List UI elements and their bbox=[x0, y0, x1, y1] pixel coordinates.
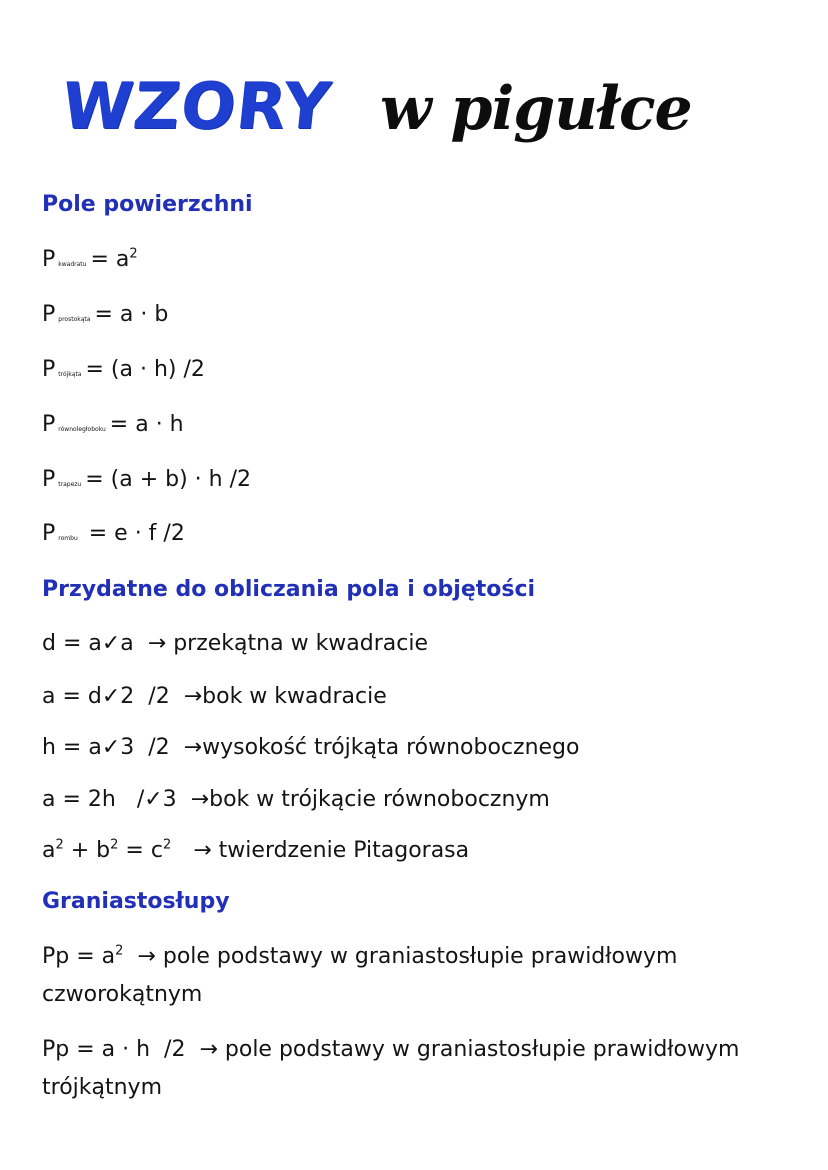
title-main: WZORY bbox=[58, 70, 335, 144]
formula-expression: = e · f /2 bbox=[81, 521, 185, 546]
arrow-icon: → bbox=[193, 838, 212, 863]
formula-superscript: 2 bbox=[115, 943, 124, 959]
formula-rhombus bbox=[42, 523, 185, 545]
prism-description: pole podstawy w graniastosłupie prawidłowym bbox=[224, 1037, 740, 1062]
formula-superscript: 2 bbox=[129, 246, 138, 262]
formula-symbol: P bbox=[42, 412, 56, 437]
useful-description: przekątna w kwadracie bbox=[173, 631, 429, 656]
title-script: w pigułce bbox=[380, 74, 692, 144]
useful-formula: h = a✓3 /2 bbox=[42, 735, 170, 760]
prism-square-base bbox=[42, 938, 782, 1014]
useful-formula: a = d✓2 /2 bbox=[42, 684, 170, 709]
formula-triangle bbox=[42, 359, 205, 381]
formula-symbol: P bbox=[42, 467, 56, 492]
section-heading-prisms: Graniastosłupy bbox=[42, 889, 230, 914]
formula-subscript: trapezu bbox=[58, 481, 82, 488]
useful-diagonal bbox=[42, 633, 428, 655]
useful-description: bok w trójkącie równobocznym bbox=[209, 787, 550, 812]
useful-formula: + b bbox=[63, 838, 111, 863]
prism-description-continued: trójkątnym bbox=[42, 1075, 163, 1100]
useful-formula: d = a✓a bbox=[42, 631, 134, 656]
formula-subscript: trójkąta bbox=[58, 371, 82, 378]
formula-expression: = (a + b) · h /2 bbox=[85, 467, 252, 492]
formula-subscript: rombu bbox=[58, 535, 78, 542]
formula-rectangle bbox=[42, 304, 168, 326]
prism-line-1 bbox=[42, 1031, 782, 1069]
formula-expression: = a · b bbox=[94, 302, 169, 327]
useful-triangle-height bbox=[42, 737, 579, 759]
useful-square-side bbox=[42, 686, 387, 708]
arrow-icon: → bbox=[137, 944, 156, 969]
formula-expression: = a · h bbox=[109, 412, 184, 437]
formula-symbol: P bbox=[42, 247, 56, 272]
formula-superscript: 2 bbox=[55, 837, 64, 853]
arrow-icon: → bbox=[183, 735, 203, 760]
prism-description-continued: czworokątnym bbox=[42, 982, 203, 1007]
arrow-icon: → bbox=[190, 787, 210, 812]
arrow-icon: → bbox=[183, 684, 203, 709]
useful-description: wysokość trójkąta równobocznego bbox=[202, 735, 580, 760]
useful-formula: a = 2h /✓3 bbox=[42, 787, 177, 812]
page-title bbox=[58, 62, 782, 162]
prism-line-1 bbox=[42, 938, 782, 976]
formula-symbol: P bbox=[42, 302, 56, 327]
prism-description: pole podstawy w graniastosłupie prawidłowym bbox=[162, 944, 678, 969]
formula-square bbox=[42, 246, 138, 272]
arrow-icon: → bbox=[199, 1037, 218, 1062]
formula-subscript: kwadratu bbox=[58, 261, 87, 268]
useful-description: twierdzenie Pitagorasa bbox=[218, 838, 470, 863]
prism-triangle-base bbox=[42, 1031, 782, 1107]
useful-formula: a bbox=[42, 838, 56, 863]
prism-formula: Pp = a bbox=[42, 944, 116, 969]
prism-formula: Pp = a · h /2 bbox=[42, 1037, 186, 1062]
useful-description: bok w kwadracie bbox=[202, 684, 387, 709]
useful-pythagoras bbox=[42, 837, 470, 863]
section-heading-area: Pole powierzchni bbox=[42, 192, 253, 217]
formula-parallelogram bbox=[42, 414, 184, 436]
formula-trapezoid bbox=[42, 469, 251, 491]
formula-subscript: prostokąta bbox=[58, 316, 91, 323]
formula-symbol: P bbox=[42, 521, 56, 546]
formula-superscript: 2 bbox=[110, 837, 119, 853]
formula-expression: = a bbox=[90, 247, 130, 272]
formula-expression: = (a · h) /2 bbox=[85, 357, 205, 382]
useful-triangle-side bbox=[42, 789, 550, 811]
arrow-icon: → bbox=[147, 631, 167, 656]
section-heading-useful: Przydatne do obliczania pola i objętości bbox=[42, 577, 536, 602]
formula-superscript: 2 bbox=[162, 837, 172, 853]
formula-subscript: równoległoboku bbox=[58, 426, 106, 433]
formula-symbol: P bbox=[42, 357, 56, 382]
useful-formula: = c bbox=[118, 838, 163, 863]
